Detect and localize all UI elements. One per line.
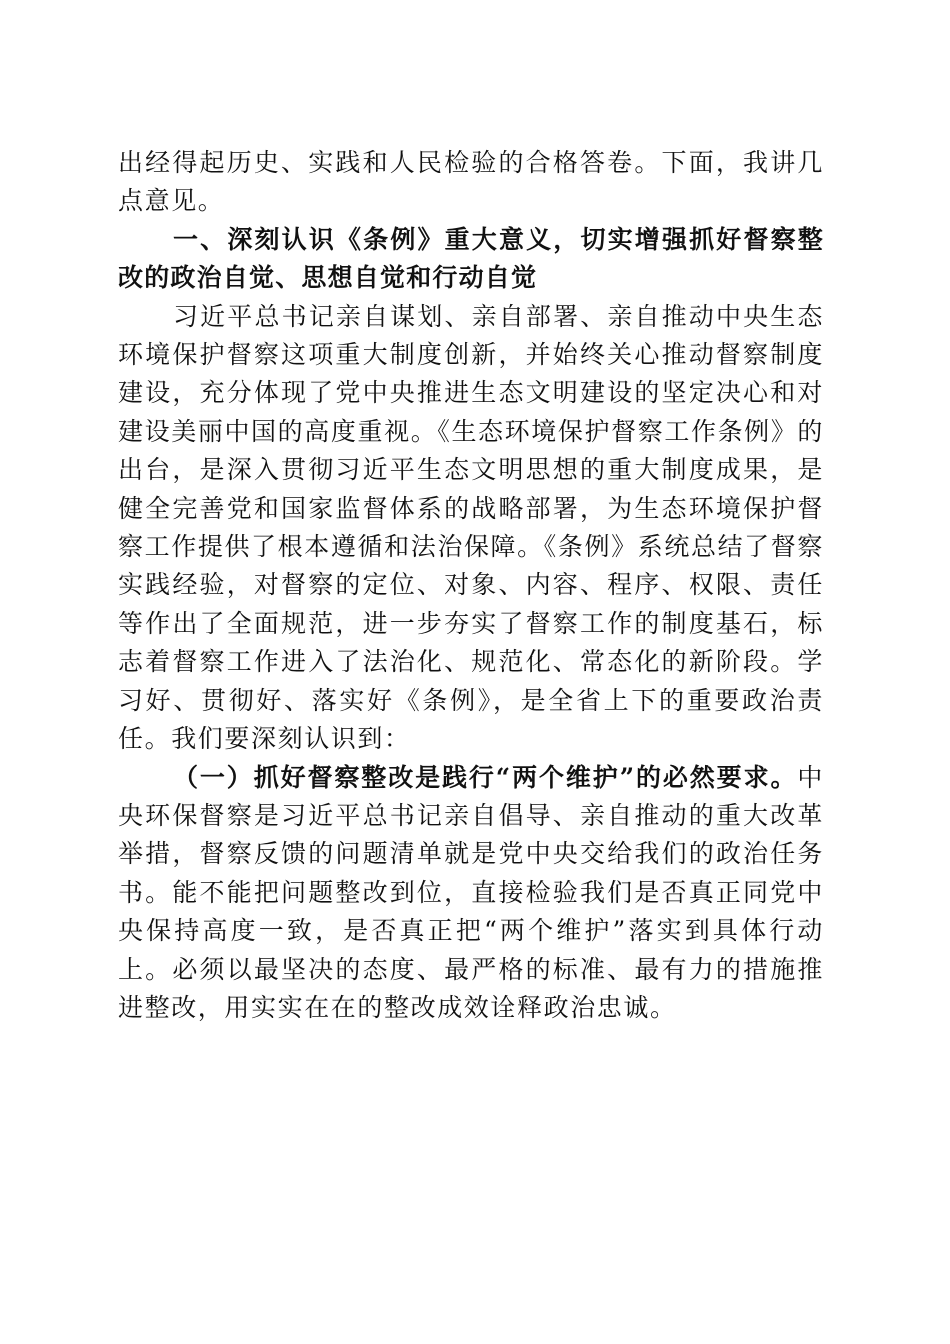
subsection-body: 中央环保督察是习近平总书记亲自倡导、亲自推动的重大改革举措，督察反馈的问题清单就是党中央交给我们的政治任务书。能不能把问题整改到位，直接检验我们是否真正同党中央保持高度一致，是否真正把“两个维护”落实到具体行动上。必须以最坚决的态度、最严格的标准、最有力的措施推进整改，用实实在在的整改成效诠释政治忠诚。 bbox=[118, 762, 824, 1022]
body-paragraph: 习近平总书记亲自谋划、亲自部署、亲自推动中央生态环境保护督察这项重大制度创新，并始终关心推动督察制度建设，充分体现了党中央推进生态文明建设的坚定决心和对建设美丽中国的高度重视。《生态环境保护督察工作条例》的出台，是深入贯彻习近平生态文明思想的重大制度成果，是健全完善党和国家监督体系的战略部署，为生态环境保护督察工作提供了根本遵循和法治保障。《条例》系统总结了督察实践经验，对督察的定位、对象、内容、程序、权限、责任等作出了全面规范，进一步夯实了督察工作的制度基石，标志着督察工作进入了法治化、规范化、常态化的新阶段。学习好、贯彻好、落实好《条例》，是全省上下的重要政治责任。我们要深刻认识到： bbox=[118, 301, 824, 754]
document-page bbox=[118, 144, 824, 1027]
continuation-paragraph: 出经得起历史、实践和人民检验的合格答卷。下面，我讲几点意见。 bbox=[118, 148, 824, 216]
section-heading: 一、深刻认识《条例》重大意义，切实增强抓好督察整改的政治自觉、思想自觉和行动自觉 bbox=[118, 224, 824, 293]
subsection-lead: （一）抓好督察整改是践行“两个维护”的必然要求。 bbox=[173, 762, 798, 792]
subsection-paragraph bbox=[118, 759, 824, 1028]
